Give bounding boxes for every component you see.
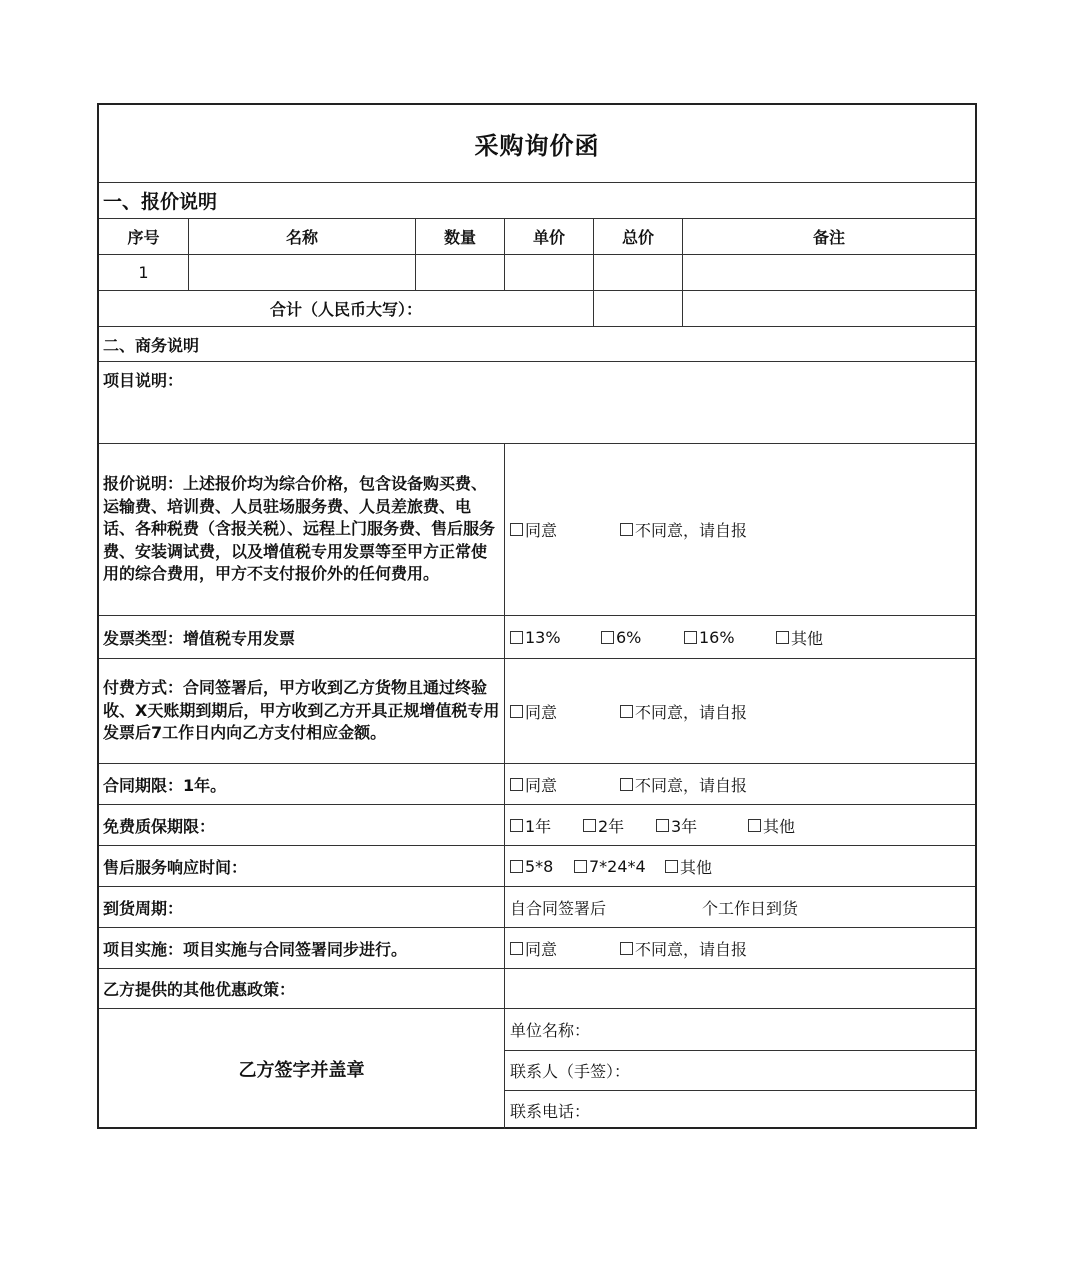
- col-header-total: 总价: [593, 219, 682, 254]
- total-value-cell[interactable]: [593, 291, 682, 326]
- delivery-text-after: 个工作日到货: [702, 898, 799, 918]
- other-policy-row: [99, 968, 975, 1008]
- service-5x8-option[interactable]: 5*8: [510, 857, 574, 876]
- delivery-cell: [504, 887, 975, 927]
- warranty-1y-option[interactable]: 1年: [510, 814, 583, 837]
- quote-disagree-option[interactable]: 不同意，请自报: [620, 518, 747, 541]
- unit-name-label: 单位名称：: [510, 1021, 591, 1040]
- checkbox-icon[interactable]: [620, 523, 633, 536]
- payment-desc-text: 付费方式：合同签署后，甲方收到乙方货物且通过终验收、X天账期到期后，甲方收到乙方开具正规增值税专用发票后7工作日内向乙方支付相应金额。: [103, 678, 500, 743]
- contract-options-cell: [504, 764, 975, 804]
- row-total-cell[interactable]: [593, 255, 682, 290]
- delivery-text: [505, 887, 798, 927]
- section2-heading-row: [99, 326, 975, 361]
- checkbox-icon[interactable]: [601, 631, 614, 644]
- delivery-label: 到货周期：: [103, 898, 184, 918]
- project-desc-row: [99, 361, 975, 443]
- row-qty-cell[interactable]: [415, 255, 504, 290]
- service-options-cell: [504, 846, 975, 886]
- total-label: 合计（人民币大写）：: [269, 300, 422, 319]
- payment-options-cell: [504, 659, 975, 763]
- service-options: [505, 846, 712, 886]
- row-no: 1: [138, 263, 149, 282]
- impl-options-cell: [504, 928, 975, 968]
- invoice-16-option[interactable]: 16%: [684, 628, 776, 647]
- service-label: 售后服务响应时间：: [103, 857, 248, 877]
- total-remark-cell[interactable]: [682, 291, 975, 326]
- contact-field[interactable]: [505, 1050, 975, 1090]
- warranty-options: [505, 805, 795, 845]
- checkbox-icon[interactable]: [510, 631, 523, 644]
- row-remark-cell[interactable]: [682, 255, 975, 290]
- payment-desc-cell: [99, 659, 504, 763]
- impl-agree-option[interactable]: 同意: [510, 937, 620, 960]
- impl-disagree-option[interactable]: 不同意，请自报: [620, 937, 747, 960]
- impl-options: [505, 928, 747, 968]
- checkbox-icon[interactable]: [583, 819, 596, 832]
- service-7x24x4-option[interactable]: 7*24*4: [574, 857, 665, 876]
- checkbox-icon[interactable]: [510, 819, 523, 832]
- quote-desc-text: 报价说明：上述报价均为综合价格，包含设备购买费、运输费、培训费、人员驻场服务费、人员差旅费、电话、各种税费（含报关税）、远程上门服务费、售后服务费、安装调试费，以及增值税专用发票等至甲方正常使用的综合费用，甲方不支付报价外的任何费用。: [103, 474, 496, 584]
- invoice-other-option[interactable]: 其他: [776, 626, 823, 649]
- quote-agree-option[interactable]: 同意: [510, 518, 620, 541]
- checkbox-icon[interactable]: [665, 860, 678, 873]
- checkbox-icon[interactable]: [574, 860, 587, 873]
- payment-row: [99, 658, 975, 763]
- phone-label: 联系电话：: [510, 1102, 591, 1121]
- quote-options: [505, 444, 747, 615]
- checkbox-icon[interactable]: [510, 523, 523, 536]
- quote-desc-cell: [99, 444, 504, 615]
- impl-label: 项目实施：项目实施与合同签署同步进行。: [103, 939, 408, 959]
- sign-info-cell: [504, 1009, 975, 1129]
- col-header-no: 序号: [127, 228, 160, 247]
- payment-agree-option[interactable]: 同意: [510, 700, 620, 723]
- other-policy-label: 乙方提供的其他优惠政策：: [103, 980, 296, 999]
- contract-disagree-option[interactable]: 不同意，请自报: [620, 773, 747, 796]
- checkbox-icon[interactable]: [510, 778, 523, 791]
- col-header-remark: 备注: [682, 219, 975, 254]
- section1-heading: 一、报价说明: [103, 191, 218, 213]
- quote-options-cell: [504, 444, 975, 615]
- warranty-options-cell: [504, 805, 975, 845]
- invoice-6-option[interactable]: 6%: [601, 628, 684, 647]
- delivery-row: [99, 886, 975, 927]
- quote-table-header: [99, 218, 975, 254]
- checkbox-icon[interactable]: [684, 631, 697, 644]
- col-header-unit-price: 单价: [504, 219, 593, 254]
- invoice-options-cell: [504, 616, 975, 658]
- warranty-label: 免费质保期限：: [103, 816, 216, 836]
- col-header-qty: 数量: [415, 219, 504, 254]
- invoice-label: 发票类型：增值税专用发票: [103, 628, 296, 648]
- section2-heading: 二、商务说明: [103, 335, 200, 355]
- other-policy-cell[interactable]: [504, 969, 975, 1008]
- section1-heading-row: [99, 182, 975, 218]
- payment-disagree-option[interactable]: 不同意，请自报: [620, 700, 747, 723]
- inquiry-form: [97, 103, 977, 1129]
- warranty-other-option[interactable]: 其他: [748, 814, 795, 837]
- delivery-text-before: 自合同签署后: [510, 898, 607, 918]
- checkbox-icon[interactable]: [656, 819, 669, 832]
- invoice-13-option[interactable]: 13%: [510, 628, 601, 647]
- row-name-cell[interactable]: [188, 255, 415, 290]
- unit-name-field[interactable]: [505, 1009, 975, 1050]
- impl-row: [99, 927, 975, 968]
- service-row: [99, 845, 975, 886]
- contract-row: [99, 763, 975, 804]
- checkbox-icon[interactable]: [620, 942, 633, 955]
- checkbox-icon[interactable]: [510, 705, 523, 718]
- contract-label: 合同期限：1年。: [103, 775, 227, 795]
- invoice-row: [99, 615, 975, 658]
- payment-options: [505, 659, 747, 763]
- page-title: 采购询价函: [474, 132, 600, 160]
- contract-agree-option[interactable]: 同意: [510, 773, 620, 796]
- checkbox-icon[interactable]: [510, 860, 523, 873]
- invoice-options: [505, 616, 823, 658]
- quote-desc-row: [99, 443, 975, 615]
- contract-options: [505, 764, 747, 804]
- project-desc-label: 项目说明：: [103, 371, 184, 390]
- warranty-2y-option[interactable]: 2年: [583, 814, 656, 837]
- checkbox-icon[interactable]: [620, 705, 633, 718]
- warranty-3y-option[interactable]: 3年: [656, 814, 748, 837]
- checkbox-icon[interactable]: [748, 819, 761, 832]
- checkbox-icon[interactable]: [620, 778, 633, 791]
- col-header-name: 名称: [188, 219, 415, 254]
- sign-label: 乙方签字并盖章: [238, 1060, 365, 1081]
- form-title-row: [99, 105, 975, 182]
- phone-field[interactable]: [505, 1090, 975, 1130]
- total-row: [99, 290, 975, 326]
- table-row: [99, 254, 975, 290]
- service-other-option[interactable]: 其他: [665, 855, 712, 878]
- checkbox-icon[interactable]: [510, 942, 523, 955]
- signature-block: [99, 1008, 975, 1129]
- row-unit-price-cell[interactable]: [504, 255, 593, 290]
- contact-label: 联系人（手签）：: [510, 1062, 631, 1081]
- checkbox-icon[interactable]: [776, 631, 789, 644]
- warranty-row: [99, 804, 975, 845]
